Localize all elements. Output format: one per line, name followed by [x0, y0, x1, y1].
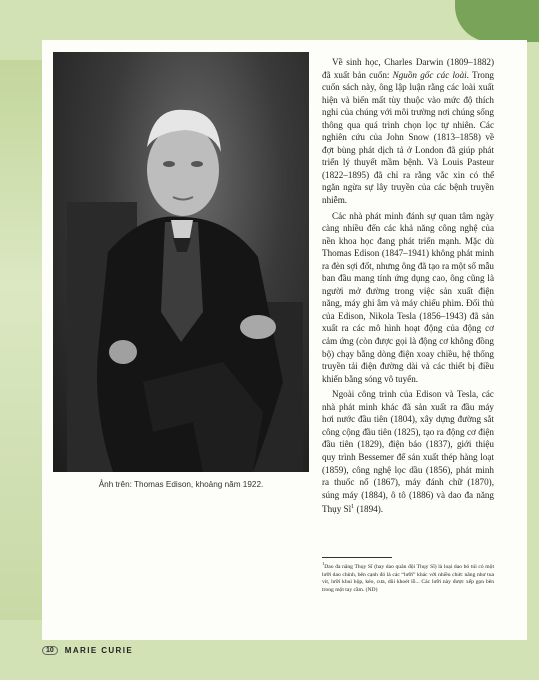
paragraph-darwin: [322, 56, 494, 207]
paragraph-text: Về sinh học, Charles Darwin (1809–1882) đã xuất bản cuốn:: [322, 57, 494, 80]
paragraph-text: . Trong cuốn sách này, ông lập luận rằng các loài xuất hiện và biến mất tùy thuộc vào mức độ thích nghi của chúng với môi trường nơi chúng sống thông qua quá trình chọn lọc tự nhiên. Các nghiên cứu của John Snow (1813–1858) về đợt bùng phát dịch tả ở London đã giúp phát triển lý thuyết mầm bệnh. Và Louis Pasteur (1822–1895) đã chỉ ra rằng vắc xin có thể ngăn ngừa sự lây truyền của các bệnh truyền nhiễm.: [322, 69, 494, 206]
right-eye: [191, 161, 203, 167]
paragraph-text: (1894).: [354, 504, 384, 515]
paragraph-other-inventions: [322, 388, 494, 516]
left-eye: [163, 161, 175, 167]
paragraph-text: Ngoài công trình của Edison và Tesla, các nhà phát minh khác đã sản xuất ra đầu máy hơi nước đầu tiên (1804), xây dựng đường sắt công cộng đầu tiên (1825), tạo ra động cơ điện đầu tiên (1829), điện báo (1837), giới thiệu quy trình Bessemer để sản xuất thép hàng loạt (1859), công nghệ lọc dầu (1856), phát minh ra thuốc nổ (1867), máy đánh chữ (1870), súng máy (1884), ô tô (1886) và dao đa năng Thụy Sĩ: [322, 389, 494, 515]
left-hand: [109, 340, 137, 364]
face: [147, 124, 219, 216]
footnote-reference: 1: [351, 504, 355, 511]
page-number: 10: [42, 646, 58, 655]
book-title: Nguồn gốc các loài: [392, 69, 467, 80]
photo-caption: Ảnh trên: Thomas Edison, khoảng năm 1922.: [98, 480, 264, 489]
right-hand: [240, 315, 276, 339]
portrait-illustration: [53, 52, 309, 472]
footnote-text: Dao đa năng Thụy Sĩ (hay dao quân đội Thụy Sĩ) là loại dao bỏ túi có một lưỡi dao chính, bên cạnh đó là các “lưỡi” khác với nhiều chức năng như tua vít, lưỡi khui hộp, kéo, cưa, dũi khoét lỗ... Các lưỡi này được xếp gọn bên trong một tay cầm. (ND): [322, 563, 494, 594]
thomas-edison-photo: [53, 52, 309, 472]
footnote-divider: [322, 557, 392, 558]
paragraph-inventors: Các nhà phát minh đánh sự quan tâm ngày càng nhiều đến các khả năng công nghệ của nền khoa học đang phát triển mạnh. Mặc dù Thomas Edison (1847–1941) không phát minh ra đèn sợi đốt, nhưng ông đã tạo ra một số mẫu ban đầu mang tính ứng dụng cao, ông cũng là người mở đường trong việc sản xuất điện năng, máy ghi âm và máy chiếu phim. Đối thủ của Edison, Nikola Tesla (1856–1943) đã sản xuất ra các mô hình hoạt động của động cơ cảm ứng (còn được gọi là động cơ không đồng bộ) chạy bằng dòng điện xoay chiều, hệ thống truyền tải điện đường dài và các thiết bị điều khiển bằng sóng vô tuyến.: [322, 210, 494, 384]
body-text-column: [322, 56, 494, 519]
running-title: MARIE CURIE: [64, 646, 134, 655]
footnote: [322, 560, 494, 595]
footnote-marker: 1: [322, 561, 325, 566]
page-footer: [42, 646, 133, 655]
decorative-side-stripe: [0, 60, 42, 620]
